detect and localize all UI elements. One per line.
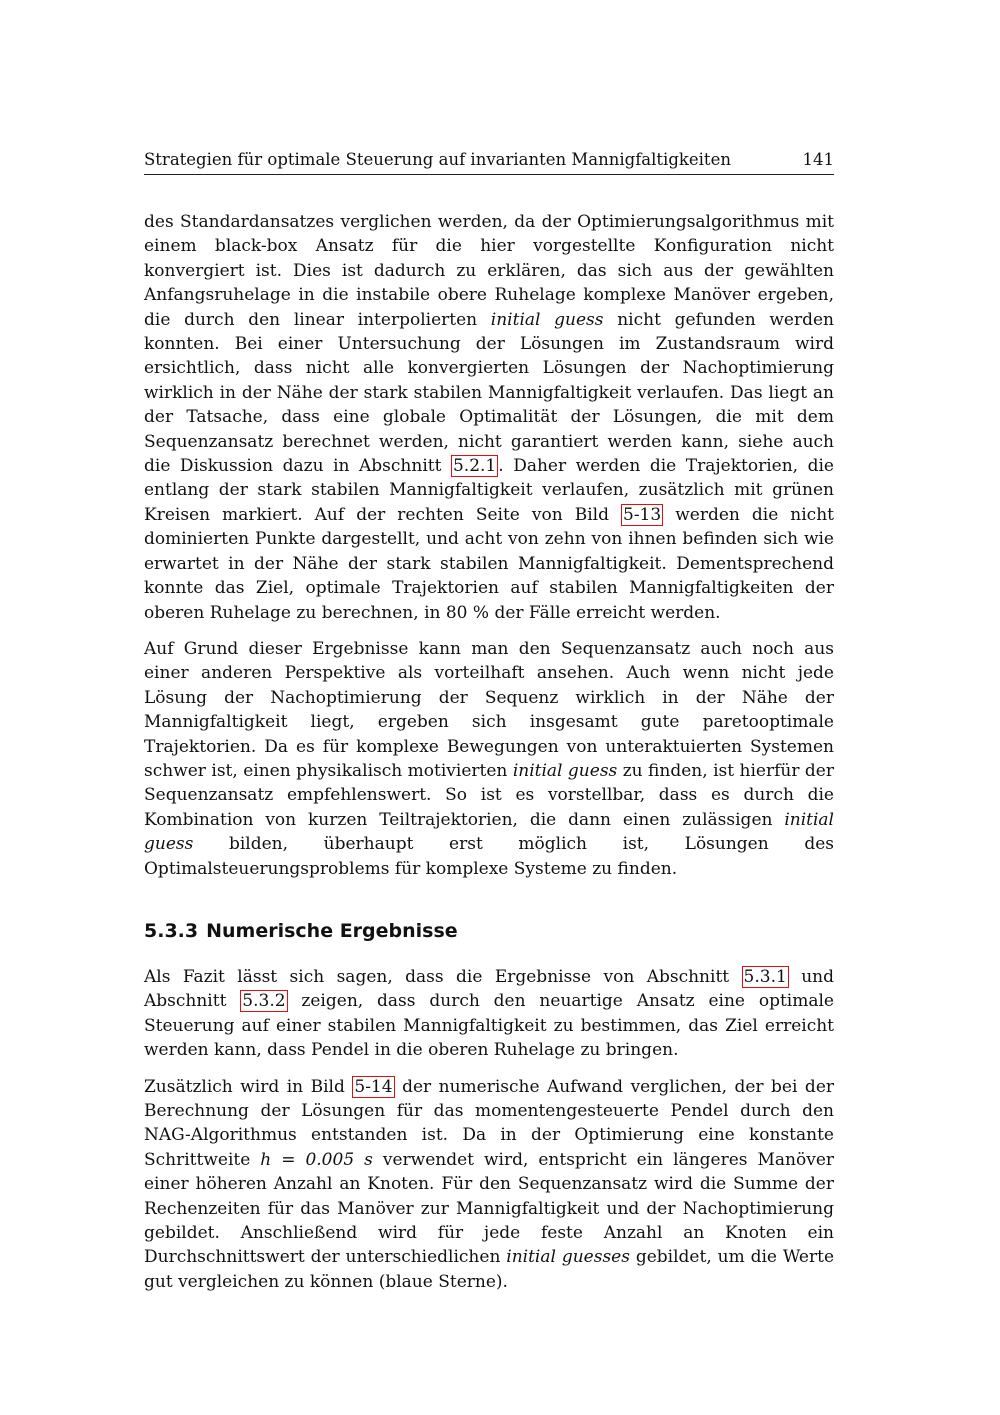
paragraph-4: Zusätzlich wird in Bild 5-14 der numerische Aufwand verglichen, der bei der Berechnung der Lösungen für das momentengesteuerte Pendel durch den NAG-Algorithmus entstanden ist. Da in der Optimierung eine konstante Schrittweite h = 0.005 s verwendet wird, entspricht ein längeres Manöver einer höheren Anzahl an Knoten. Für den Sequenzansatz wird die Summe der Rechenzeiten für das Manöver zur Mannigfaltigkeit und der Nachoptimierung gebildet. Anschließend wird für jede feste Anzahl an Knoten ein Durchschnittswert der unterschiedlichen initial guesses gebildet, um die Werte gut vergleichen zu können (blaue Sterne).	[144, 1076, 835, 1292]
body-text	[144, 210, 834, 1294]
section-heading	[144, 919, 834, 943]
section-number: 5.3.3	[144, 919, 199, 942]
math-step-size: h = 0.005 s	[260, 1149, 373, 1170]
figure-ref-link[interactable]: 5-14	[354, 1076, 393, 1097]
emphasis-initial-guess: initial guess	[144, 809, 834, 855]
emphasis-initial-guess: initial guess	[512, 760, 618, 781]
paragraph-2: Auf Grund dieser Ergebnisse kann man den Sequenzansatz auch noch aus einer anderen Perspektive als vorteilhaft ansehen. Auch wenn nicht jede Lösung der Nachoptimierung der Sequenz wirklich in der Nähe der Mannigfaltigkeit liegt, ergeben sich insgesamt gute paretooptimale Trajektorien. Da es für komplexe Bewegungen von unteraktuierten Systemen schwer ist, einen physikalisch motivierten initial guess zu finden, ist hierfür der Sequenzansatz empfehlenswert. So ist es vorstellbar, dass es durch die Kombination von kurzen Teiltrajektorien, die dann einen zulässigen initial guess bilden, überhaupt erst möglich ist, Lösungen des Optimalsteuerungsproblems für komplexe Systeme zu finden.	[144, 638, 834, 879]
section-ref-link[interactable]: 5.2.1	[452, 456, 497, 477]
section-ref-link[interactable]: 5.3.1	[743, 966, 787, 987]
page-header	[144, 150, 834, 175]
emphasis-initial-guesses: initial guesses	[506, 1247, 630, 1268]
figure-ref-link[interactable]: 5-13	[623, 504, 662, 525]
section-title: Numerische Ergebnisse	[206, 919, 458, 942]
paragraph-3: Als Fazit lässt sich sagen, dass die Ergebnisse von Abschnitt 5.3.1 und Abschnitt 5.3.2 zeigen, dass durch den neuartige Ansatz eine optimale Steuerung auf einer stabilen Mannigfaltigkeit zu bestimmen, das Ziel erreicht werden kann, dass Pendel in die oberen Ruhelage zu bringen.	[144, 966, 834, 1061]
section-ref-link[interactable]: 5.3.2	[242, 991, 286, 1012]
running-title: Strategien für optimale Steuerung auf invarianten Mannigfaltigkeiten	[144, 150, 731, 169]
emphasis-initial-guess: initial guess	[490, 309, 604, 330]
paragraph-1: des Standardansatzes verglichen werden, da der Optimierungsalgorithmus mit einem black-box Ansatz für die hier vorgestellte Konfiguration nicht konvergiert ist. Dies ist dadurch zu erklären, das sich aus der gewählten Anfangsruhelage in die instabile obere Ruhelage komplexe Manöver ergeben, die durch den linear interpolierten initial guess nicht gefunden werden konnten. Bei einer Untersuchung der Lösungen im Zustandsraum wird ersichtlich, dass nicht alle konvergierten Lösungen der Nachoptimierung wirklich in der Nähe der stark stabilen Mannigfaltigkeit verlaufen. Das liegt an der Tatsache, dass eine globale Optimalität der Lösungen, die mit dem Sequenzansatz berechnet werden, nicht garantiert werden kann, siehe auch die Diskussion dazu in Abschnitt 5.2.1 . Daher werden die Trajektorien, die entlang der stark stabilen Mannigfaltigkeit verlaufen, zusätzlich mit grünen Kreisen markiert. Auf der rechten Seite von Bild 5-13 werden die nicht dominierten Punkte dargestellt, und acht von zehn von ihnen befinden sich wie erwartet in der Nähe der stark stabilen Mannigfaltigkeit. Dementsprechend konnte das Ziel, optimale Trajektorien auf stabilen Mannigfaltigkeiten der oberen Ruhelage zu berechnen, in 80 % der Fälle erreicht werden.	[144, 212, 834, 623]
page-number: 141	[802, 150, 834, 169]
